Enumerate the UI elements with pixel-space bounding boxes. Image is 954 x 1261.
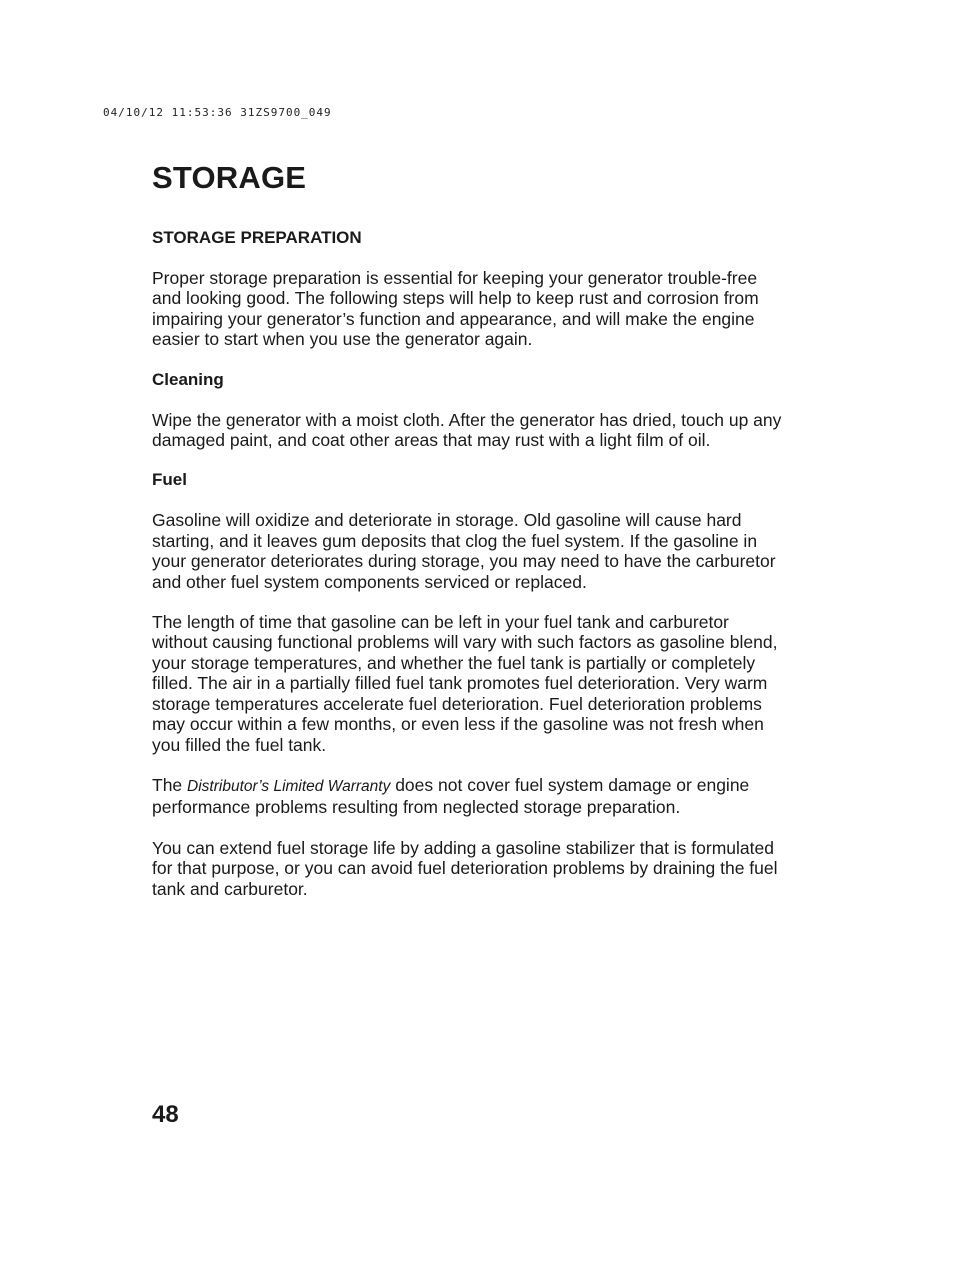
print-stamp: 04/10/12 11:53:36 31ZS9700_049 [103,106,332,119]
fuel-paragraph-warranty [152,775,782,818]
fuel-paragraph-stabilizer: You can extend fuel storage life by adding a gasoline stabilizer that is formulated for that purpose, or you can avoid fuel deterioration problems by draining the fuel tank and carburetor. [152,837,778,899]
intro-paragraph: Proper storage preparation is essential for keeping your generator trouble-free and looking good. The following steps will help to keep rust and corrosion from impairing your generator’s function and appearance, and will make the engine easier to start when you use the generator again. [152,268,759,350]
fuel-heading: Fuel [152,470,187,490]
page-title: STORAGE [152,160,307,195]
warranty-suffix-text: does not cover fuel system damage or engine performance problems resulting from neglected storage preparation. [152,774,750,818]
fuel-paragraph-storage-time: The length of time that gasoline can be left in your fuel tank and carburetor without causing functional problems will vary with such factors as gasoline blend, your storage temperatures, and whether the fuel tank is partially or completely filled. The air in a partially filled fuel tank promotes fuel deterioration. Very warm storage temperatures accelerate fuel deterioration. Fuel deterioration problems may occur within a few months, or even less if the gasoline was not fresh when you filled the fuel tank. [152,612,778,755]
warranty-name: Distributor’s Limited Warranty [187,777,391,795]
cleaning-paragraph: Wipe the generator with a moist cloth. After the generator has dried, touch up any damaged paint, and coat other areas that may rust with a light film of oil. [152,409,782,451]
section-heading: STORAGE PREPARATION [152,228,362,247]
warranty-prefix-text: The [152,774,188,795]
page-number: 48 [152,1101,179,1128]
page-content [152,158,782,899]
fuel-paragraph-oxidize: Gasoline will oxidize and deteriorate in storage. Old gasoline will cause hard starting, and it leaves gum deposits that clog the fuel system. If the gasoline in your generator deteriorates during storage, you may need to have the carburetor and other fuel system components serviced or replaced. [152,510,776,592]
cleaning-heading: Cleaning [152,369,224,389]
